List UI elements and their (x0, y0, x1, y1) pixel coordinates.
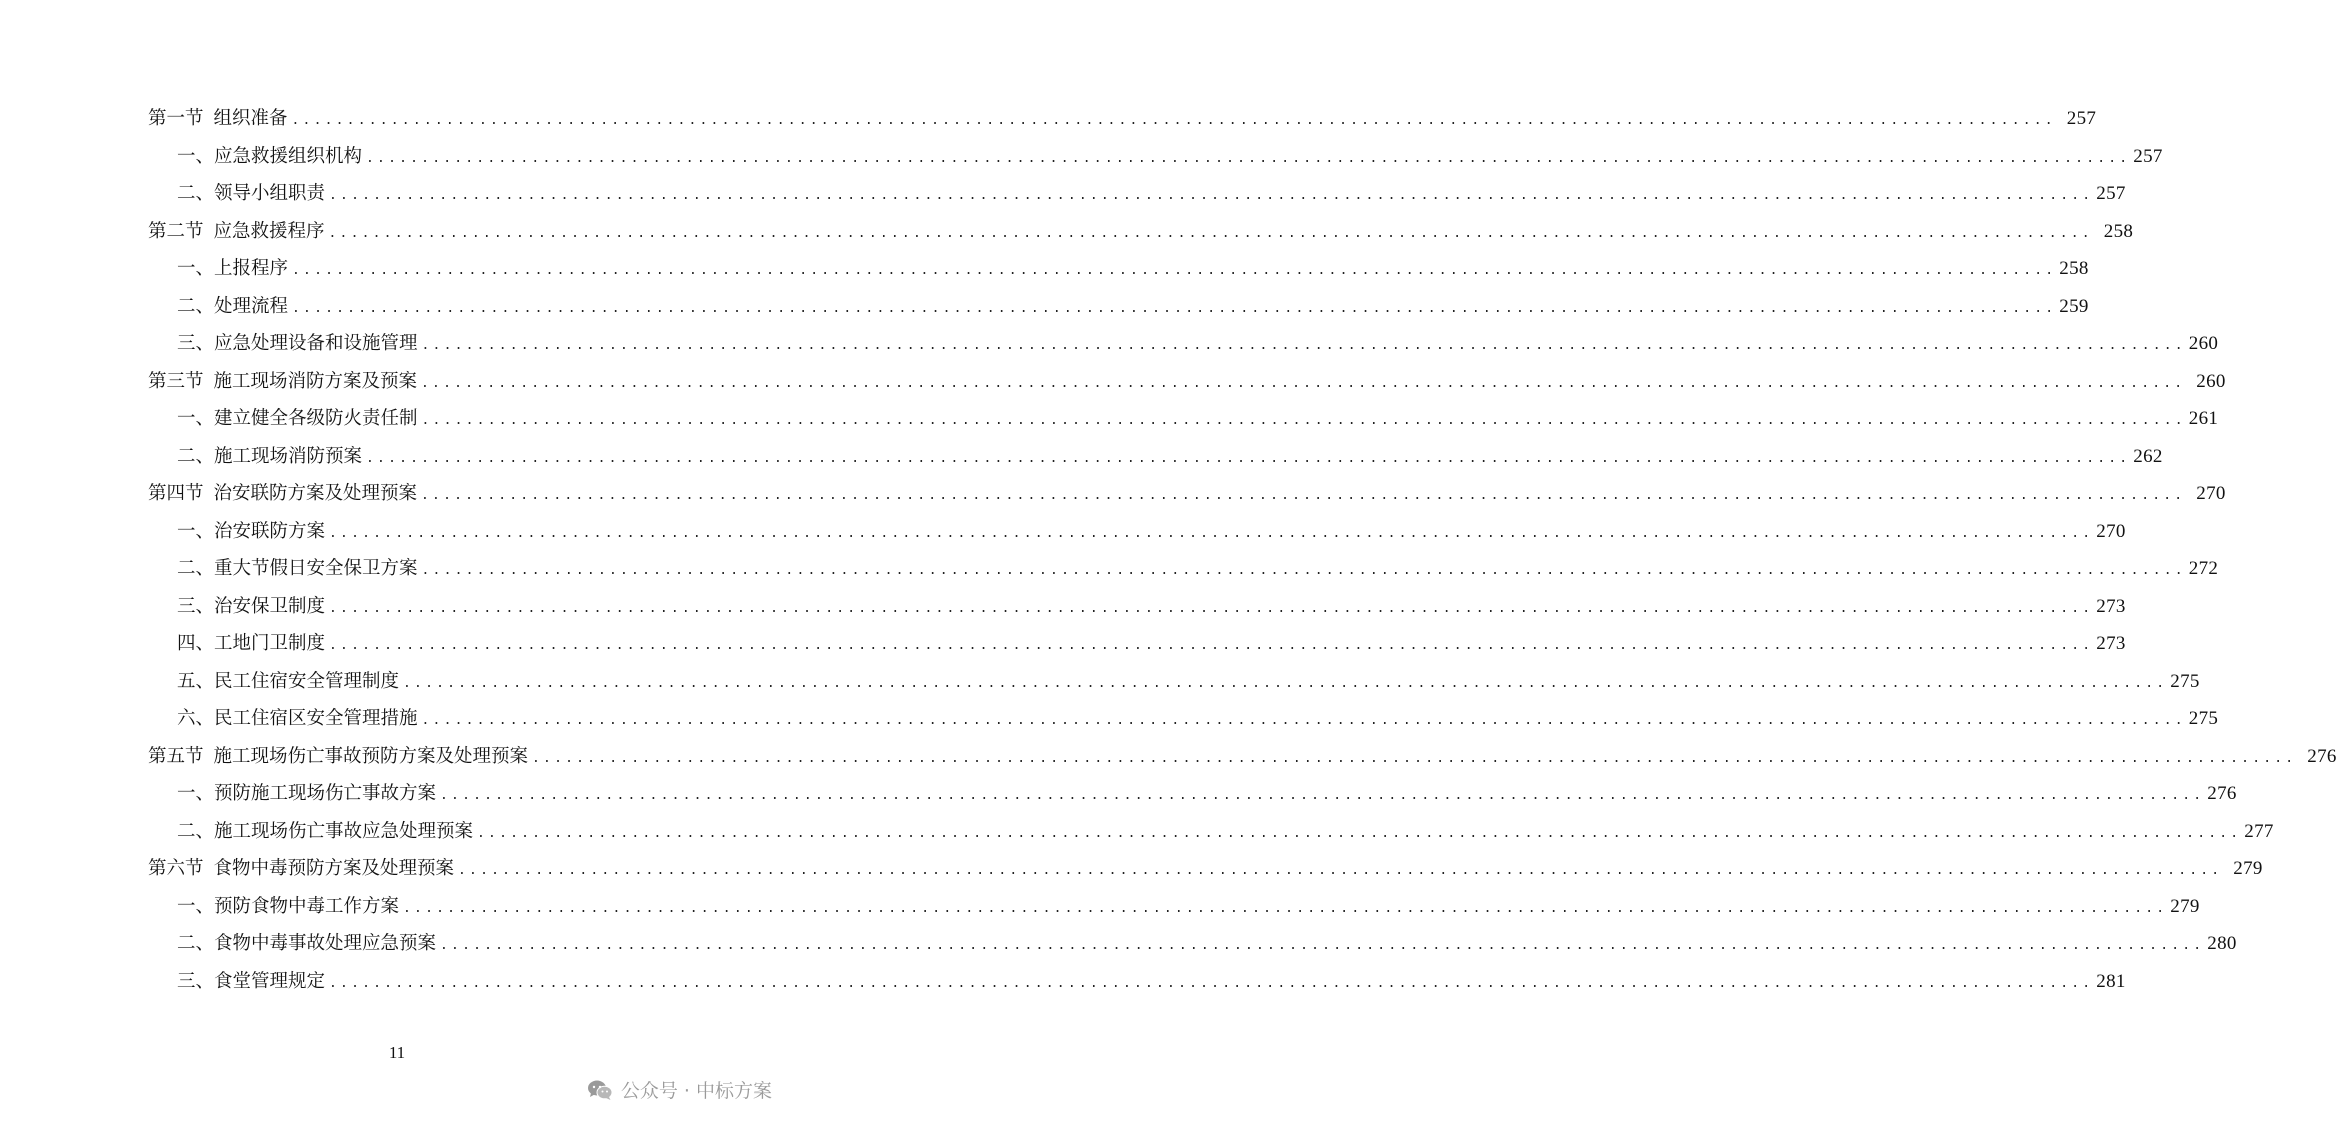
dot-leader: ................................................................................................................................................................ (458, 863, 2223, 878)
toc-entry-number: 一、 (177, 408, 215, 429)
toc-entry-title: 治安联防方案 (214, 520, 326, 542)
toc-entry-title: 施工现场伤亡事故应急处理预案 (214, 820, 474, 842)
toc-entry-number: 一、 (177, 520, 215, 542)
toc-section-entry (148, 738, 2337, 776)
watermark-text: 公众号 · 中标方案 (620, 1080, 772, 1102)
toc-subsection-entry (148, 588, 2126, 626)
dot-leader: ................................................................................................................................................................ (421, 713, 2186, 728)
toc-entry-page: 275 (2188, 708, 2219, 729)
toc-entry-page: 259 (2059, 295, 2089, 317)
toc-entry-page: 260 (2196, 370, 2226, 392)
toc-entry-page: 277 (2244, 820, 2274, 842)
toc-entry-number: 二、 (177, 183, 215, 204)
toc-entry-title: 民工住宿安全管理制度 (214, 670, 400, 692)
dot-leader: ................................................................................................................................................................ (292, 300, 2057, 316)
dot-leader: ................................................................................................................................................................ (421, 338, 2186, 353)
dot-leader: ................................................................................................................................................................ (403, 900, 2168, 916)
toc-entry-number: 二、 (177, 820, 215, 842)
dot-leader: ................................................................................................................................................................ (329, 188, 2094, 203)
page-number: 11 (388, 1043, 406, 1062)
toc-section-entry (148, 363, 2226, 401)
toc-subsection-entry (148, 625, 2126, 663)
toc-entry-page: 258 (2059, 258, 2089, 279)
toc-entry-title: 领导小组职责 (214, 183, 326, 204)
toc-subsection-entry (148, 250, 2089, 288)
dot-leader: ................................................................................................................................................................ (403, 675, 2168, 691)
toc-subsection-entry (148, 175, 2126, 213)
toc-entry-page: 262 (2133, 445, 2163, 467)
dot-leader: ................................................................................................................................................................ (328, 225, 2093, 241)
toc-section-entry (148, 100, 2097, 138)
toc-entry-number: 四、 (177, 633, 215, 654)
toc-entry-number: 一、 (177, 895, 215, 917)
dot-leader: ................................................................................................................................................................ (421, 563, 2186, 578)
toc-entry-page: 279 (2233, 858, 2263, 879)
toc-entry-number: 三、 (177, 333, 215, 354)
dot-leader: ................................................................................................................................................................ (292, 263, 2057, 278)
toc-entry-page: 273 (2096, 595, 2126, 617)
toc-entry-page: 273 (2096, 633, 2126, 654)
toc-subsection-entry (148, 288, 2089, 326)
toc-subsection-entry (148, 138, 2163, 176)
toc-entry-page: 257 (2096, 183, 2126, 204)
dot-leader: ................................................................................................................................................................ (477, 825, 2242, 841)
toc-entry-page: 261 (2188, 408, 2219, 429)
toc-entry-title: 应急处理设备和设施管理 (214, 333, 418, 354)
toc-section-entry (148, 213, 2134, 251)
toc-subsection-entry (148, 513, 2126, 551)
toc-entry-title: 治安联防方案及处理预案 (213, 483, 418, 504)
dot-leader: ................................................................................................................................................................ (421, 375, 2186, 391)
toc-entry-page: 257 (2133, 145, 2163, 167)
toc-entry-title: 预防食物中毒工作方案 (214, 895, 400, 917)
dot-leader: ................................................................................................................................................................ (366, 150, 2131, 166)
watermark (587, 1076, 772, 1103)
toc-subsection-entry (148, 325, 2219, 363)
toc-entry-title: 应急救援组织机构 (214, 145, 363, 167)
toc-entry-title: 组织准备 (213, 108, 288, 129)
toc-subsection-entry (148, 400, 2219, 438)
toc-entry-page: 281 (2096, 970, 2126, 992)
dot-leader: ................................................................................................................................................................ (291, 113, 2056, 128)
toc-entry-number: 二、 (177, 933, 215, 954)
dot-leader: ................................................................................................................................................................ (366, 450, 2131, 466)
dot-leader: ................................................................................................................................................................ (421, 413, 2186, 428)
toc-entry-number: 第三节 (148, 370, 204, 392)
toc-entry-number: 第二节 (148, 220, 204, 242)
toc-entry-number: 一、 (177, 145, 215, 167)
toc-entry-title: 施工现场消防预案 (214, 445, 363, 467)
toc-subsection-entry (148, 700, 2219, 738)
dot-leader: ................................................................................................................................................................ (329, 638, 2094, 653)
toc-entry-title: 食物中毒事故处理应急预案 (214, 933, 437, 954)
dot-leader: ................................................................................................................................................................ (440, 788, 2205, 803)
toc-entry-title: 治安保卫制度 (214, 595, 326, 617)
toc-entry-title: 食堂管理规定 (214, 970, 326, 992)
toc-entry-number: 六、 (177, 708, 215, 729)
toc-entry-title: 重大节假日安全保卫方案 (214, 558, 418, 579)
toc-entry-title: 施工现场伤亡事故预防方案及处理预案 (213, 745, 529, 767)
toc-entry-number: 三、 (177, 595, 215, 617)
toc-entry-title: 上报程序 (214, 258, 289, 279)
toc-section-entry (148, 850, 2263, 888)
toc-subsection-entry (148, 813, 2274, 851)
dot-leader: ................................................................................................................................................................ (421, 488, 2186, 503)
toc-entry-page: 270 (2196, 483, 2226, 504)
toc-entry-title: 民工住宿区安全管理措施 (214, 708, 418, 729)
toc-entry-number: 三、 (177, 970, 215, 992)
toc-entry-number: 二、 (177, 295, 215, 317)
toc-entry-page: 257 (2066, 108, 2097, 129)
toc-entry-number: 一、 (177, 783, 215, 804)
wechat-icon (587, 1079, 613, 1101)
toc-entry-number: 第六节 (148, 858, 204, 879)
toc-entry-page: 276 (2207, 783, 2237, 804)
toc-subsection-entry (148, 963, 2126, 1001)
toc-entry-title: 食物中毒预防方案及处理预案 (213, 858, 455, 879)
toc-entry-title: 处理流程 (214, 295, 289, 317)
dot-leader: ................................................................................................................................................................ (440, 938, 2205, 953)
toc-subsection-entry (148, 925, 2237, 963)
toc-section-entry (148, 475, 2226, 513)
toc-entry-title: 应急救援程序 (213, 220, 325, 242)
table-of-contents (148, 100, 2337, 1000)
toc-entry-number: 第一节 (148, 108, 204, 129)
toc-entry-page: 275 (2170, 670, 2200, 692)
toc-entry-title: 建立健全各级防火责任制 (214, 408, 418, 429)
toc-entry-number: 第四节 (148, 483, 204, 504)
toc-entry-number: 五、 (177, 670, 215, 692)
toc-entry-title: 施工现场消防方案及预案 (213, 370, 418, 392)
dot-leader: ................................................................................................................................................................ (329, 975, 2094, 991)
toc-entry-title: 工地门卫制度 (214, 633, 326, 654)
toc-subsection-entry (148, 663, 2200, 701)
toc-subsection-entry (148, 438, 2163, 476)
toc-entry-title: 预防施工现场伤亡事故方案 (214, 783, 437, 804)
dot-leader: ................................................................................................................................................................ (329, 600, 2094, 616)
toc-entry-number: 第五节 (148, 745, 204, 767)
toc-entry-page: 276 (2307, 745, 2337, 767)
dot-leader: ................................................................................................................................................................ (532, 750, 2297, 766)
toc-entry-page: 279 (2170, 895, 2200, 917)
toc-entry-number: 一、 (177, 258, 215, 279)
toc-subsection-entry (148, 550, 2219, 588)
toc-subsection-entry (148, 775, 2237, 813)
toc-entry-page: 258 (2103, 220, 2134, 242)
dot-leader: ................................................................................................................................................................ (329, 525, 2094, 541)
toc-entry-page: 272 (2188, 558, 2219, 579)
toc-entry-page: 270 (2096, 520, 2126, 542)
toc-entry-page: 280 (2207, 933, 2237, 954)
toc-entry-page: 260 (2188, 333, 2219, 354)
toc-entry-number: 二、 (177, 558, 215, 579)
toc-entry-number: 二、 (177, 445, 215, 467)
toc-subsection-entry (148, 888, 2200, 926)
